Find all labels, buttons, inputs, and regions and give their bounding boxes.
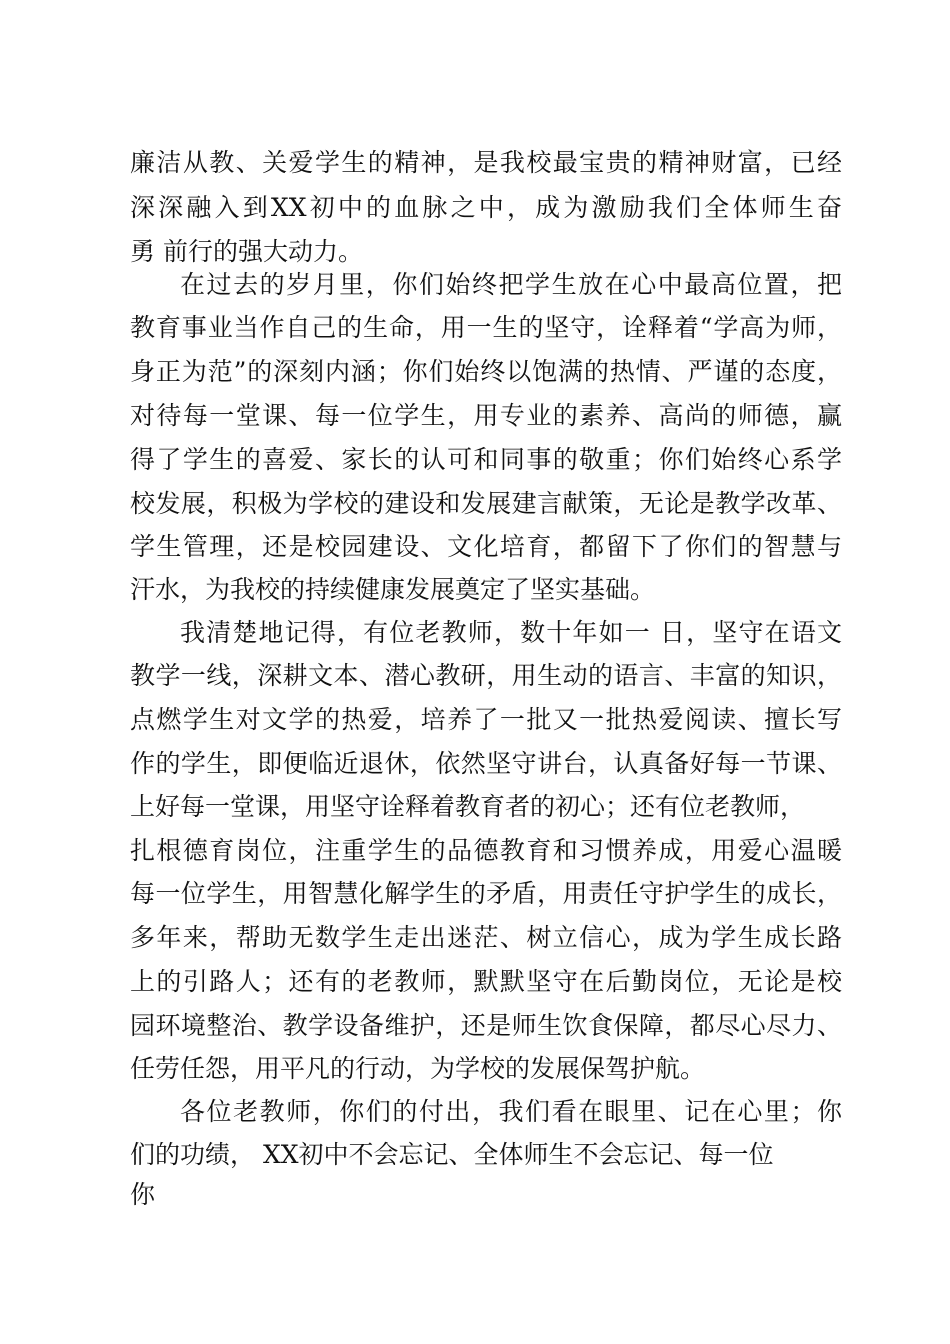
text-line: 园环境整治、教学设备维护，还是师生饮食保障，都尽心尽力、 (130, 1011, 842, 1040)
text-line: 各位老教师，你们的付出，我们看在眼里、记在心里；你 (180, 1097, 842, 1126)
text-line: 们的功绩， XX初中不会忘记、全体师生不会忘记、每一位 (130, 1140, 774, 1169)
text-line: 廉洁从教、关爱学生的精神，是我校最宝贵的精神财富，已经 (130, 148, 842, 177)
text-line: 扎根德育岗位，注重学生的品德教育和习惯养成，用爱心温暖 (130, 836, 842, 865)
text-line: 学生管理，还是校园建设、文化培育，都留下了你们的智慧与 (130, 532, 842, 561)
text-line: 身正为范”的深刻内涵；你们始终以饱满的热情、严谨的态度， (130, 357, 842, 386)
text-line: 对待每一堂课、每一位学生，用专业的素养、高尚的师德，赢 (130, 401, 842, 430)
text-line: 教学一线，深耕文本、潜心教研，用生动的语言、丰富的知识， (130, 661, 842, 690)
text-line: 作的学生，即便临近退休，依然坚守讲台，认真备好每一节课、 (130, 749, 842, 778)
text-line: 深深融入到XX初中的血脉之中，成为激励我们全体师生奋 (130, 193, 842, 222)
text-line: 上的引路人；还有的老教师，默默坚守在后勤岗位，无论是校 (130, 967, 842, 996)
text-line: 得了学生的喜爱、家长的认可和同事的敬重；你们始终心系学 (130, 445, 842, 474)
text-line: 每一位学生，用智慧化解学生的矛盾，用责任守护学生的成长， (130, 879, 842, 908)
text-line: 校发展，积极为学校的建设和发展建言献策，无论是教学改革、 (130, 489, 842, 518)
text-line: 多年来，帮助无数学生走出迷茫、树立信心，成为学生成长路 (130, 923, 842, 952)
text-line: 上好每一堂课，用坚守诠释着教育者的初心；还有位老教师， (130, 792, 806, 821)
text-line: 点燃学生对文学的热爱，培养了一批又一批热爱阅读、擅长写 (130, 705, 842, 734)
text-line: 在过去的岁月里，你们始终把学生放在心中最高位置，把 (180, 270, 842, 299)
text-line: 你 (130, 1180, 156, 1209)
text-line: 教育事业当作自己的生命，用一生的坚守，诠释着“学高为师， (130, 313, 842, 342)
text-line: 勇 前行的强大动力。 (130, 237, 363, 266)
text-line: 我清楚地记得，有位老教师，数十年如一 日，坚守在语文 (180, 618, 842, 647)
text-line: 任劳任怨，用平凡的行动，为学校的发展保驾护航。 (130, 1054, 706, 1083)
text-line: 汗水，为我校的持续健康发展奠定了坚实基础。 (130, 575, 656, 604)
